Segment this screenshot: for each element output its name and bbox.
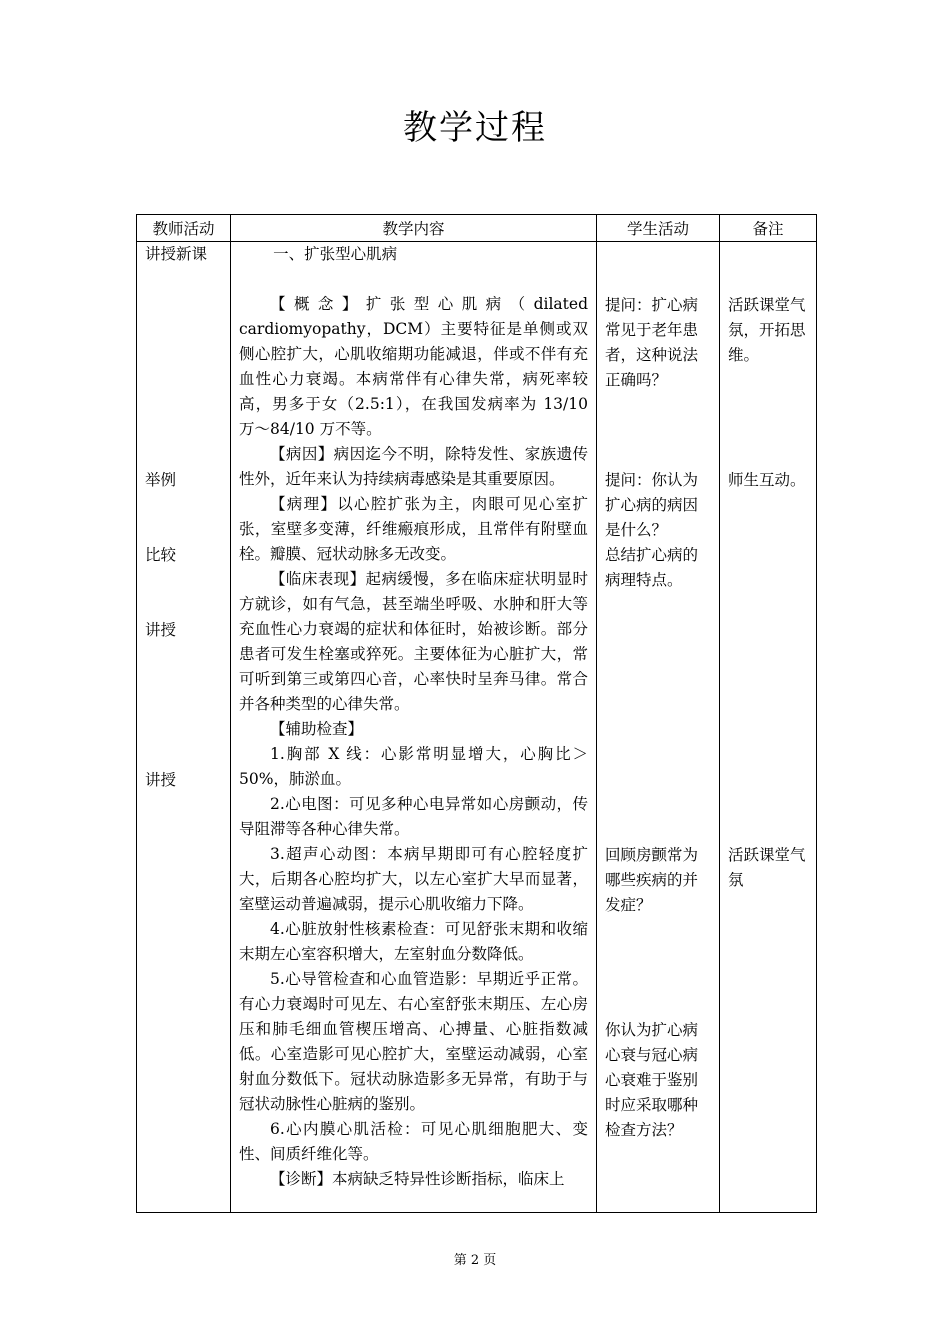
note-item: 活跃课堂气氛，开拓思维。 bbox=[728, 296, 806, 364]
exam-item: 5.心导管检查和心血管造影：早期近乎正常。有心力衰竭时可见左、右心室舒张末期压、左心房压和肺毛细血管楔压增高、心搏量、心脏指数减低。心室造影可见心腔扩大，室壁运动减弱，心室射血分数低下。冠状动脉造影多无异常，有助于与冠状动脉性心脏病的鉴别。 bbox=[239, 970, 588, 1113]
student-activity-item: 你认为扩心病心衰与冠心病心衰难于鉴别时应采取哪种检查方法？ bbox=[605, 1021, 699, 1139]
teacher-activity-item: 讲授 bbox=[145, 771, 177, 789]
student-activity-cell bbox=[597, 242, 720, 1213]
student-activity-item: 回顾房颤常为哪些疾病的并发症？ bbox=[605, 846, 699, 914]
student-activity-item: 提问：你认为扩心病的病因是什么？ bbox=[605, 471, 699, 539]
diagnosis-paragraph: 【诊断】本病缺乏特异性诊断指标，临床上 bbox=[270, 1170, 565, 1188]
header-teacher-activity: 教师活动 bbox=[137, 215, 231, 242]
lesson-table bbox=[136, 214, 817, 1213]
exam-item: 2.心电图：可见多种心电异常如心房颤动，传导阻滞等各种心律失常。 bbox=[239, 795, 588, 838]
exam-item: 3.超声心动图：本病早期即可有心腔轻度扩大，后期各心腔均扩大，以左心室扩大早而显著，室壁运动普遍减弱，提示心肌收缩力下降。 bbox=[239, 845, 588, 913]
clinical-paragraph: 【临床表现】起病缓慢，多在临床症状明显时方就诊，如有气急，甚至端坐呼吸、水肿和肝大等充血性心力衰竭的症状和体征时，始被诊断。部分患者可发生栓塞或猝死。主要体征为心脏扩大，常可听到第三或第四心音，心率快时呈奔马律。常合并各种类型的心律失常。 bbox=[239, 570, 588, 713]
teacher-activity-item: 讲授 bbox=[145, 621, 177, 639]
section-heading: 一、扩张型心肌病 bbox=[273, 245, 398, 263]
notes-cell bbox=[720, 242, 817, 1213]
exam-heading: 【辅助检查】 bbox=[270, 720, 364, 738]
header-teaching-content: 教学内容 bbox=[231, 215, 597, 242]
teacher-activity-item: 比较 bbox=[145, 546, 177, 564]
exam-item: 1.胸部 X 线：心影常明显增大，心胸比＞50%，肺淤血。 bbox=[239, 745, 588, 788]
teacher-activity-item: 讲授新课 bbox=[145, 245, 208, 263]
exam-item: 4.心脏放射性核素检查：可见舒张末期和收缩末期左心室容积增大，左室射血分数降低。 bbox=[239, 920, 588, 963]
exam-item: 6.心内膜心肌活检：可见心肌细胞肥大、变性、间质纤维化等。 bbox=[239, 1120, 588, 1163]
concept-paragraph: 【概念】扩张型心肌病（dilated cardiomyopathy，DCM）主要特征是单侧或双侧心腔扩大，心肌收缩期功能减退，伴或不伴有充血性心力衰竭。本病常伴有心律失常，病死率较高，男多于女（2.5:1），在我国发病率为 13/10 万～84/10 万不等。 bbox=[239, 295, 588, 438]
teacher-activity-item: 举例 bbox=[145, 471, 177, 489]
table-row bbox=[137, 242, 817, 1213]
student-activity-item: 总结扩心病的病理特点。 bbox=[605, 546, 699, 589]
table-header-row bbox=[137, 215, 817, 242]
note-item: 师生互动。 bbox=[728, 471, 806, 489]
student-activity-item: 提问：扩心病常见于老年患者，这种说法正确吗？ bbox=[605, 296, 699, 389]
page-title: 教学过程 bbox=[403, 108, 547, 148]
pathology-paragraph: 【病理】以心腔扩张为主，肉眼可见心室扩张，室壁多变薄，纤维瘢痕形成，且常伴有附壁血栓。瓣膜、冠状动脉多无改变。 bbox=[239, 495, 588, 563]
header-notes: 备注 bbox=[720, 215, 817, 242]
page-number: 第 2 页 bbox=[453, 1253, 497, 1268]
teacher-activity-cell bbox=[137, 242, 231, 1213]
note-item: 活跃课堂气氛 bbox=[728, 846, 806, 889]
teaching-content-cell bbox=[231, 242, 597, 1213]
cause-paragraph: 【病因】病因迄今不明，除特发性、家族遗传性外，近年来认为持续病毒感染是其重要原因。 bbox=[239, 445, 588, 488]
header-student-activity: 学生活动 bbox=[597, 215, 720, 242]
